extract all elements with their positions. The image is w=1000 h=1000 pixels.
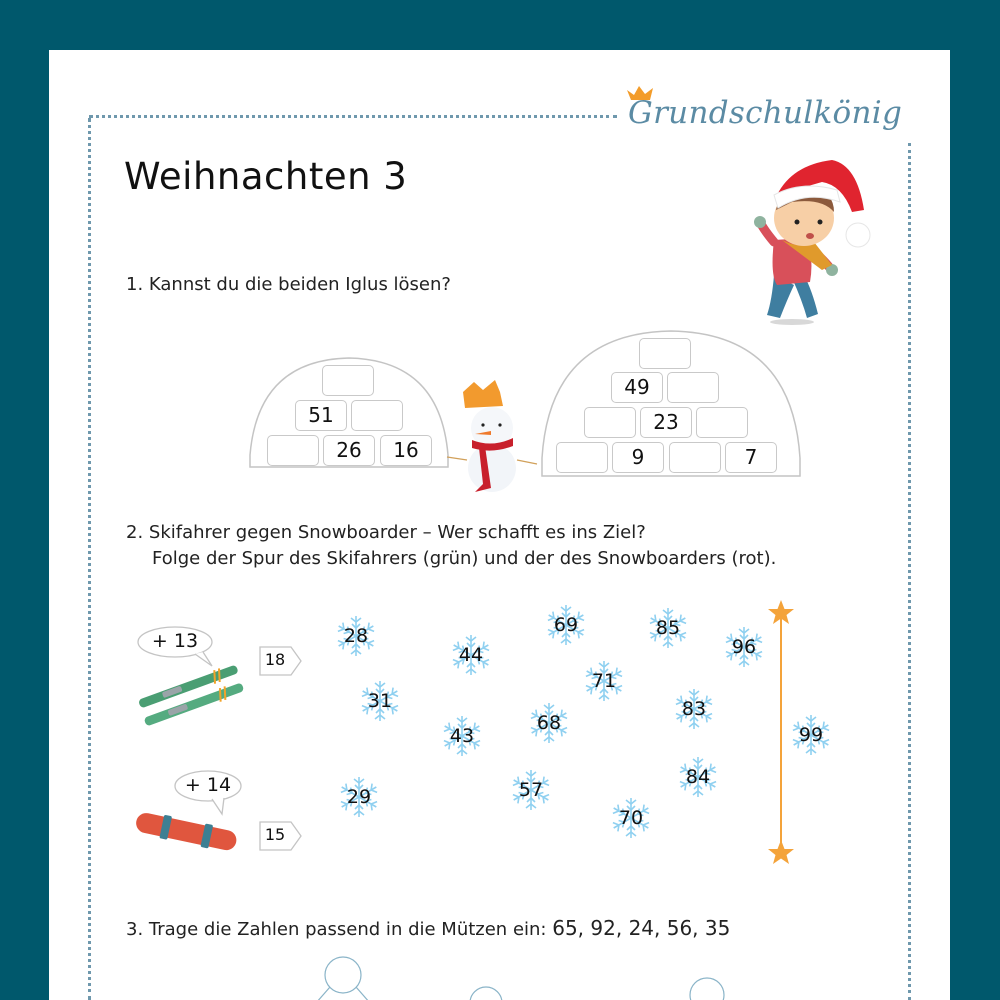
skis-icon <box>136 665 246 731</box>
igloo-right-brick[interactable]: 9 <box>612 442 664 473</box>
skier-rule: + 13 <box>151 630 199 652</box>
task-2-line-2: Folge der Spur des Skifahrers (grün) und der des Snowboarders (rot). <box>152 548 777 569</box>
igloo-right-brick[interactable] <box>584 407 636 438</box>
snowflake-number[interactable]: 84 <box>677 756 719 798</box>
igloo-right-brick[interactable] <box>556 442 608 473</box>
finish-line <box>765 598 797 868</box>
snowflake-number[interactable]: 28 <box>335 615 377 657</box>
snowflake-number[interactable]: 43 <box>441 715 483 757</box>
snowflake-number[interactable]: 44 <box>450 634 492 676</box>
task-3-instruction <box>126 916 730 940</box>
snowflake-number[interactable]: 57 <box>510 769 552 811</box>
star-icon <box>768 840 794 864</box>
brand-logo: Grundschulkönig <box>628 95 903 131</box>
igloo-left-brick[interactable]: 51 <box>295 400 347 431</box>
santa-hat-boy-illustration <box>752 150 877 330</box>
snowflake-number[interactable]: 99 <box>790 714 832 756</box>
snowman-illustration <box>445 378 545 498</box>
hat-pompom-icon <box>325 957 361 993</box>
snowflake-number[interactable]: 96 <box>723 626 765 668</box>
skier-start-value: 18 <box>264 650 286 669</box>
snowboarder-rule: + 14 <box>184 774 232 796</box>
dotted-border-top <box>89 115 617 118</box>
page-title: Weihnachten 3 <box>124 155 408 198</box>
snowflake-number[interactable]: 85 <box>647 607 689 649</box>
snowflake-number[interactable]: 69 <box>545 604 587 646</box>
igloo-right-brick[interactable] <box>667 372 719 403</box>
task-3-label: 3. Trage die Zahlen passend in die Mützen ein: <box>126 919 547 940</box>
dotted-border-right <box>908 143 911 1000</box>
igloo-right-brick[interactable]: 23 <box>640 407 692 438</box>
snowflake-number[interactable]: 31 <box>359 680 401 722</box>
dotted-border-left <box>88 118 91 1000</box>
igloo-left-brick[interactable] <box>267 435 319 466</box>
task-3-numbers: 65, 92, 24, 56, 35 <box>552 916 731 940</box>
igloo-right-brick[interactable] <box>696 407 748 438</box>
skier-start-tag <box>259 646 303 680</box>
snowflake-number[interactable]: 68 <box>528 702 570 744</box>
snowboard-icon <box>133 812 243 854</box>
snowflake-number[interactable]: 70 <box>610 797 652 839</box>
igloo-left-brick[interactable]: 26 <box>323 435 375 466</box>
igloo-left-brick[interactable] <box>322 365 374 396</box>
igloo-left-brick[interactable]: 16 <box>380 435 432 466</box>
igloo-left-brick[interactable] <box>351 400 403 431</box>
task-2-line-1: 2. Skifahrer gegen Snowboarder – Wer schafft es ins Ziel? <box>126 522 646 543</box>
igloo-right-brick[interactable]: 49 <box>611 372 663 403</box>
hats-partial <box>310 955 730 1000</box>
igloo-right-brick[interactable] <box>639 338 691 369</box>
igloo-right-brick[interactable]: 7 <box>725 442 777 473</box>
snowboarder-start-tag <box>259 821 303 855</box>
task-2-instruction <box>126 520 776 572</box>
hat-pompom-icon <box>690 978 724 1000</box>
snowflake-number[interactable]: 71 <box>583 660 625 702</box>
task-1-instruction: 1. Kannst du die beiden Iglus lösen? <box>126 274 451 295</box>
hat-pompom-icon <box>470 987 502 1000</box>
igloo-right-brick[interactable] <box>669 442 721 473</box>
snowflake-number[interactable]: 29 <box>338 776 380 818</box>
snowflake-number[interactable]: 83 <box>673 688 715 730</box>
snowboarder-start-value: 15 <box>264 825 286 844</box>
